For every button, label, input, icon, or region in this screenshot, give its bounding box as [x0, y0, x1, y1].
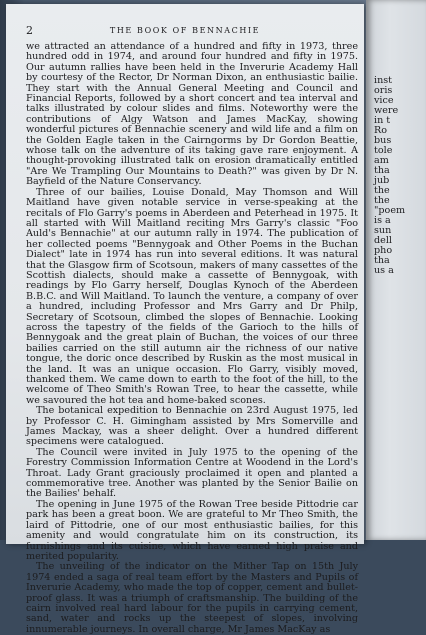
paragraph: Three of our bailies, Louise Donald, May Thomson and Will Maitland have given notable service in verse-speaking at the recitals of Flo Garry's poems in Aberdeen and Peterhead in 1975. It all started with Will Maitland reciting Mrs Garry's classic "Foo Auld's Bennachie" at our autumn rally in 1974. The publication of her collected poems "Bennygoak and Other Poems in the Buchan Dialect" late in 1974 has run into several editions. It was natural that the Glasgow firm of Scotsoun, makers of many cassettes of the Scottish dialects, should make a cassette of Bennygoak, with readings by Flo Garry herself, Douglas Kynoch of the Aberdeen B.B.C. and Will Maitland. To launch the venture, a company of over a hundred, including Professor and Mrs Garry and Dr Philp, Secretary of Scotsoun, climbed the slopes of Bennachie. Looking across the tapestry of the fields of the Garioch to the hills of Bennygoak and the great plain of Buchan, the voices of our three bailies carried on the still autumn air the richness of our native tongue, the doric once described by Ruskin as the most musical in the land. It was an unique occasion. Flo Garry, visibly moved, thanked them. We came down to earth to the foot of the hill, to the welcome of Theo Smith's Rowan Tree, to hear the cassette, while we savoured the hot tea and home-baked scones.: [26, 186, 358, 406]
facing-page-fragment: oris: [374, 85, 393, 96]
running-head: THE BOOK OF BENNACHIE: [109, 26, 261, 35]
body-text: [26, 42, 358, 635]
facing-page-edge: [366, 0, 426, 540]
facing-page-fragment: dell: [374, 235, 392, 246]
paragraph: The unveiling of the indicator on the Mither Tap on 15th July 1974 ended a saga of real team effort by the Masters and Pupils of Inverurie Academy, who made the top of copper, cement and bullet-proof glass. It was a triumph of craftsmanship. The building of the cairn involved real hard labour for the pupils in carrying cement, sand, water and rocks up the steepest of slopes, involving innumerable journeys. In overall charge, Mr James MacKay as: [26, 561, 358, 635]
facing-page-fragment: pho: [374, 245, 393, 256]
facing-page-fragment: tha: [374, 165, 390, 176]
facing-page-fragment: tole: [374, 145, 393, 156]
facing-page-fragment: sun: [374, 225, 392, 236]
facing-page-fragment: bus: [374, 135, 392, 146]
facing-page-fragment: were: [374, 105, 399, 116]
facing-page-fragment: vice: [374, 95, 394, 106]
facing-page-fragment: is a: [374, 215, 391, 226]
page-number: 2: [26, 24, 34, 37]
facing-page-fragment: "poem: [374, 205, 406, 216]
facing-page-fragment: am: [374, 155, 389, 166]
facing-page-fragment: Ro: [374, 125, 387, 136]
facing-page-fragment: inst: [374, 75, 393, 86]
facing-page-fragment: the: [374, 185, 390, 196]
paragraph: we attracted an attendance of a hundred and fifty in 1973, three hundred odd in 1974, and around four hundred and fifty in 1975. Our autumn rallies have been held in the Inverurie Academy Hall by courtesy of the Rector, Dr Norman Dixon, an enthusiastic bailie. They start with the Annual General Meeting and Council and Financial Reports, followed by a short concert and tea interval and talks illustrated by colour slides and films. Noteworthy were the contributions of Algy Watson and James MacKay, showing wonderful pictures of Bennachie scenery and wild life and a film on the Golden Eagle taken in the Cairngorms by Dr Gordon Beattie, whose talk on the adventure of its taking gave rare enjoyment. A thought-provoking illustrated talk on erosion dramatically entitled "Are We Trampling Our Mountains to Death?" was given by Dr N. Bayfield of the Nature Conservancy.: [26, 41, 358, 188]
facing-page-fragment: us a: [374, 265, 394, 276]
facing-page-fragment: tha: [374, 255, 390, 266]
paragraph: The Council were invited in July 1975 to the opening of the Forestry Commission Information Centre at Woodend in the Lord's Throat. Lady Grant graciously proclaimed it open and planted a commemorative tree. Another was planted by the Senior Bailie on the Bailies' behalf.: [26, 446, 358, 500]
facing-page-fragment: the: [374, 195, 390, 206]
facing-page-fragment: jub: [374, 175, 390, 186]
facing-page-fragment: in t: [374, 115, 391, 126]
book-page: [6, 4, 364, 635]
paragraph: The opening in June 1975 of the Rowan Tree beside Pittodrie car park has been a great boon. We are grateful to Mr Theo Smith, the laird of Pittodrie, one of our most enthusiastic bailies, for this amenity and would congratulate him on its construction, its furnishings and its cuisine, which have earned high praise and merited popularity.: [26, 498, 358, 562]
paragraph: The botanical expedition to Bennachie on 23rd August 1975, led by Professor C. H. Gimingham assisted by Mrs Somerville and James Mackay, was a sheer delight. Over a hundred different specimens were catalogued.: [26, 405, 358, 448]
